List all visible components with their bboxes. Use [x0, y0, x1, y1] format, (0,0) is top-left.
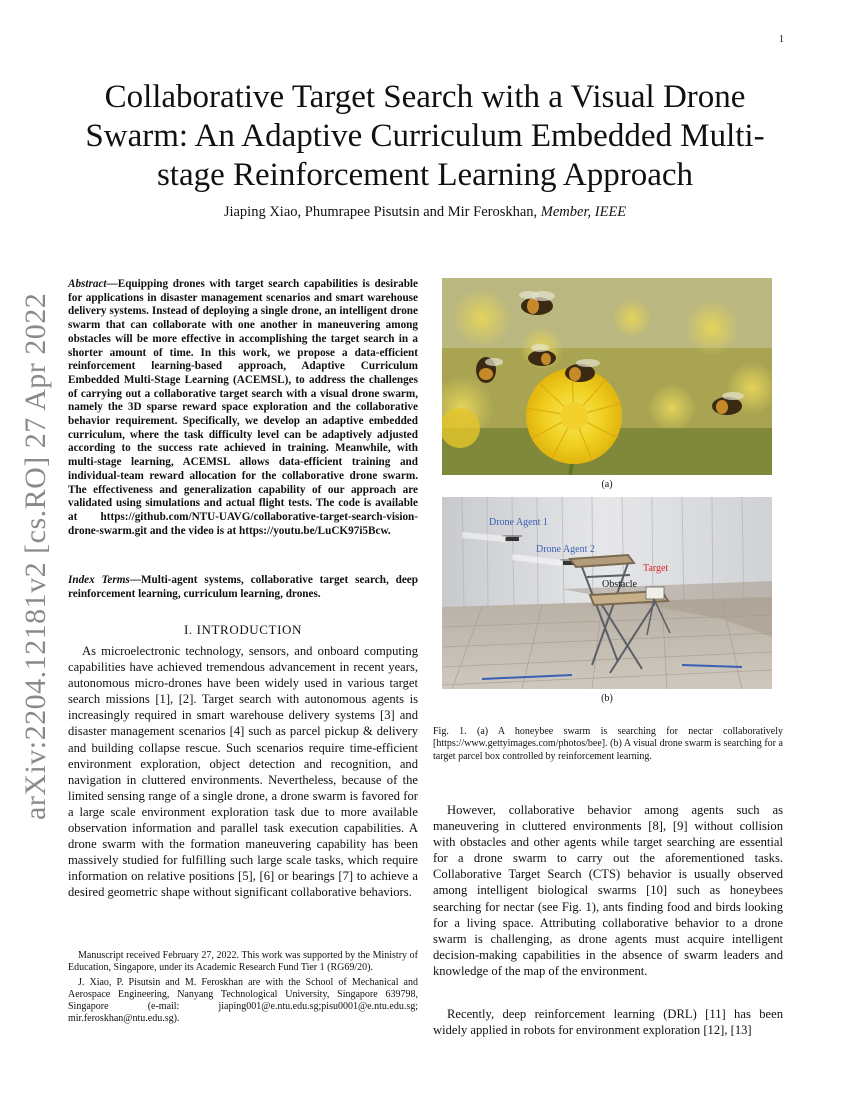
dandelion-flower — [526, 368, 622, 464]
intro-paragraph — [68, 643, 418, 901]
index-terms — [68, 574, 418, 601]
footnote-manuscript: Manuscript received February 27, 2022. This work was supported by the Ministry of Education, Singapore, under its Academic Research Fund Tier 1 (RG69/20). — [68, 950, 418, 974]
tag-drone-agent-2: Drone Agent 2 — [536, 544, 595, 555]
figure-label-b: (b) — [601, 693, 613, 704]
author-membership: Member, IEEE — [540, 204, 627, 220]
index-terms-text: —Multi-agent systems, collaborative target search, deep reinforcement learning, curriculum learning, drones. — [68, 574, 418, 600]
body-paragraph-text: Recently, deep reinforcement learning (DRL) [11] has been widely applied in robots for environment exploration [12], [13] — [433, 1007, 783, 1038]
section-heading-introduction: I. INTRODUCTION — [183, 622, 303, 637]
tag-target: Target — [643, 563, 669, 574]
abstract-text: —Equipping drones with target search capabilities is desirable for applications in disaster management scenarios and smart warehouse delivery systems. Instead of deploying a single drone, an intelligent drone swarm that can collaborate with one another in maneuvering among obstacles will be more effective in accomplishing the target search in a shorter amount of time. In this work, we propose a data-efficient reinforcement learning-based approach, Adaptive Curriculum Embedded Multi-Stage Learning (ACEMSL), to address the challenges of carrying out a collaborative target search with a visual drone swarm, namely the 3D sparse reward space exploration and the collaborative behavior requirement. Specifically, we develop an adaptive embedded curriculum, where the task difficulty level can be adaptively adjusted according to the success rate achieved in training. Meanwhile, with multi-stage learning, ACEMSL allows data-efficient training and individual-team reward allocation for the collaborative drone swarm. The effectiveness and generalization capability of our approach are validated using simulations and actual flight tests. The code is available at https://github.com/NTU-UAVG/collaborative-target-search-vision-drone-swarm.git and the video is at https://youtu.be/LuCK97i5Bcw. — [68, 278, 418, 537]
tag-drone-agent-1: Drone Agent 1 — [489, 517, 548, 528]
paper-title: Collaborative Target Search with a Visual Drone Swarm: An Adaptive Curriculum Embedded Multi-stage Reinforcement Learning Approach — [85, 79, 765, 193]
bee-top — [519, 291, 555, 315]
honeybee-illustration — [442, 278, 772, 475]
body-paragraph-collaborative-behavior — [433, 802, 783, 979]
drone-lab-illustration — [442, 497, 772, 689]
figure-label-a: (a) — [601, 479, 613, 490]
figure-caption: Fig. 1. (a) A honeybee swarm is searching for nectar collaboratively [https://www.gettyimages.com/photos/bee]. (b) A visual drone swarm is searching for a target parcel box controlled by reinforcement learning. — [433, 726, 783, 762]
page-number: 1 — [779, 34, 784, 45]
abstract-lead: Abstract — [68, 278, 107, 290]
figure-honeybee-photo — [442, 278, 772, 475]
footnote-affiliation: J. Xiao, P. Pisutsin and M. Feroskhan are with the School of Mechanical and Aerospace Engineering, Nanyang Technological University, Singapore 639798, Singapore (e-mail: jiaping001@e.ntu.edu.sg;pisu0001@e.ntu.edu.sg; mir.feroskhan@ntu.edu.sg). — [68, 976, 418, 1025]
index-terms-lead: Index Terms — [68, 574, 130, 586]
figure-drone-lab-photo — [442, 497, 772, 689]
abstract — [68, 278, 418, 538]
tag-obstacle: Obstacle — [602, 579, 637, 590]
body-paragraph-drl — [433, 1006, 783, 1038]
body-paragraph-text: However, collaborative behavior among agents such as maneuvering in cluttered environments [8], [9] without collision with obstacles and other agents while target searching are essential for a drone swarm to carry out the aforementioned tasks. Collaborative Target Search (CTS) behavior is usually observed among intelligent biological swarms [10] such as honeybees searching for nectar (see Fig. 1), ants finding food and birds looking for a living space. Attributing collaborative behavior to a drone swarm is challenging, as drone agents must acquire intelligent decision-making capabilities in the absence of swarm leaders and knowledge of the map of the environment. — [433, 803, 783, 978]
arxiv-identifier-stamp: arXiv:2204.12181v2 [cs.RO] 27 Apr 2022 — [19, 292, 52, 820]
author-names: Jiaping Xiao, Phumrapee Pisutsin and Mir Feroskhan, — [223, 204, 538, 220]
footnotes — [68, 950, 418, 1028]
author-line — [70, 204, 780, 221]
intro-paragraph-text: As microelectronic technology, sensors, and onboard computing capabilities have achieved tremendous advancement in recent years, autonomous micro-drones have been widely used in various target search missions [1], [2]. Target search with autonomous agents is increasingly required in smart warehouse delivery systems [3] and disaster management scenarios [4] such as parcel pickup & delivery and building collapse rescue. Such scenarios require time-efficient environment exploration, object detection and recognition, and navigation in cluttered environments. Nevertheless, because of the limited sensing range of a single drone, a drone swarm is favored for a large scale environment exploration task due to more available observation information and parallel task execution capabilities. A drone swarm with the formation maneuvering capability has been massively studied for fulfilling such large scale tasks, which require information on relative positions [5], [6] or bearings [7] to achieve a desired geometric shape without significant collaborative behaviors. — [68, 644, 418, 900]
